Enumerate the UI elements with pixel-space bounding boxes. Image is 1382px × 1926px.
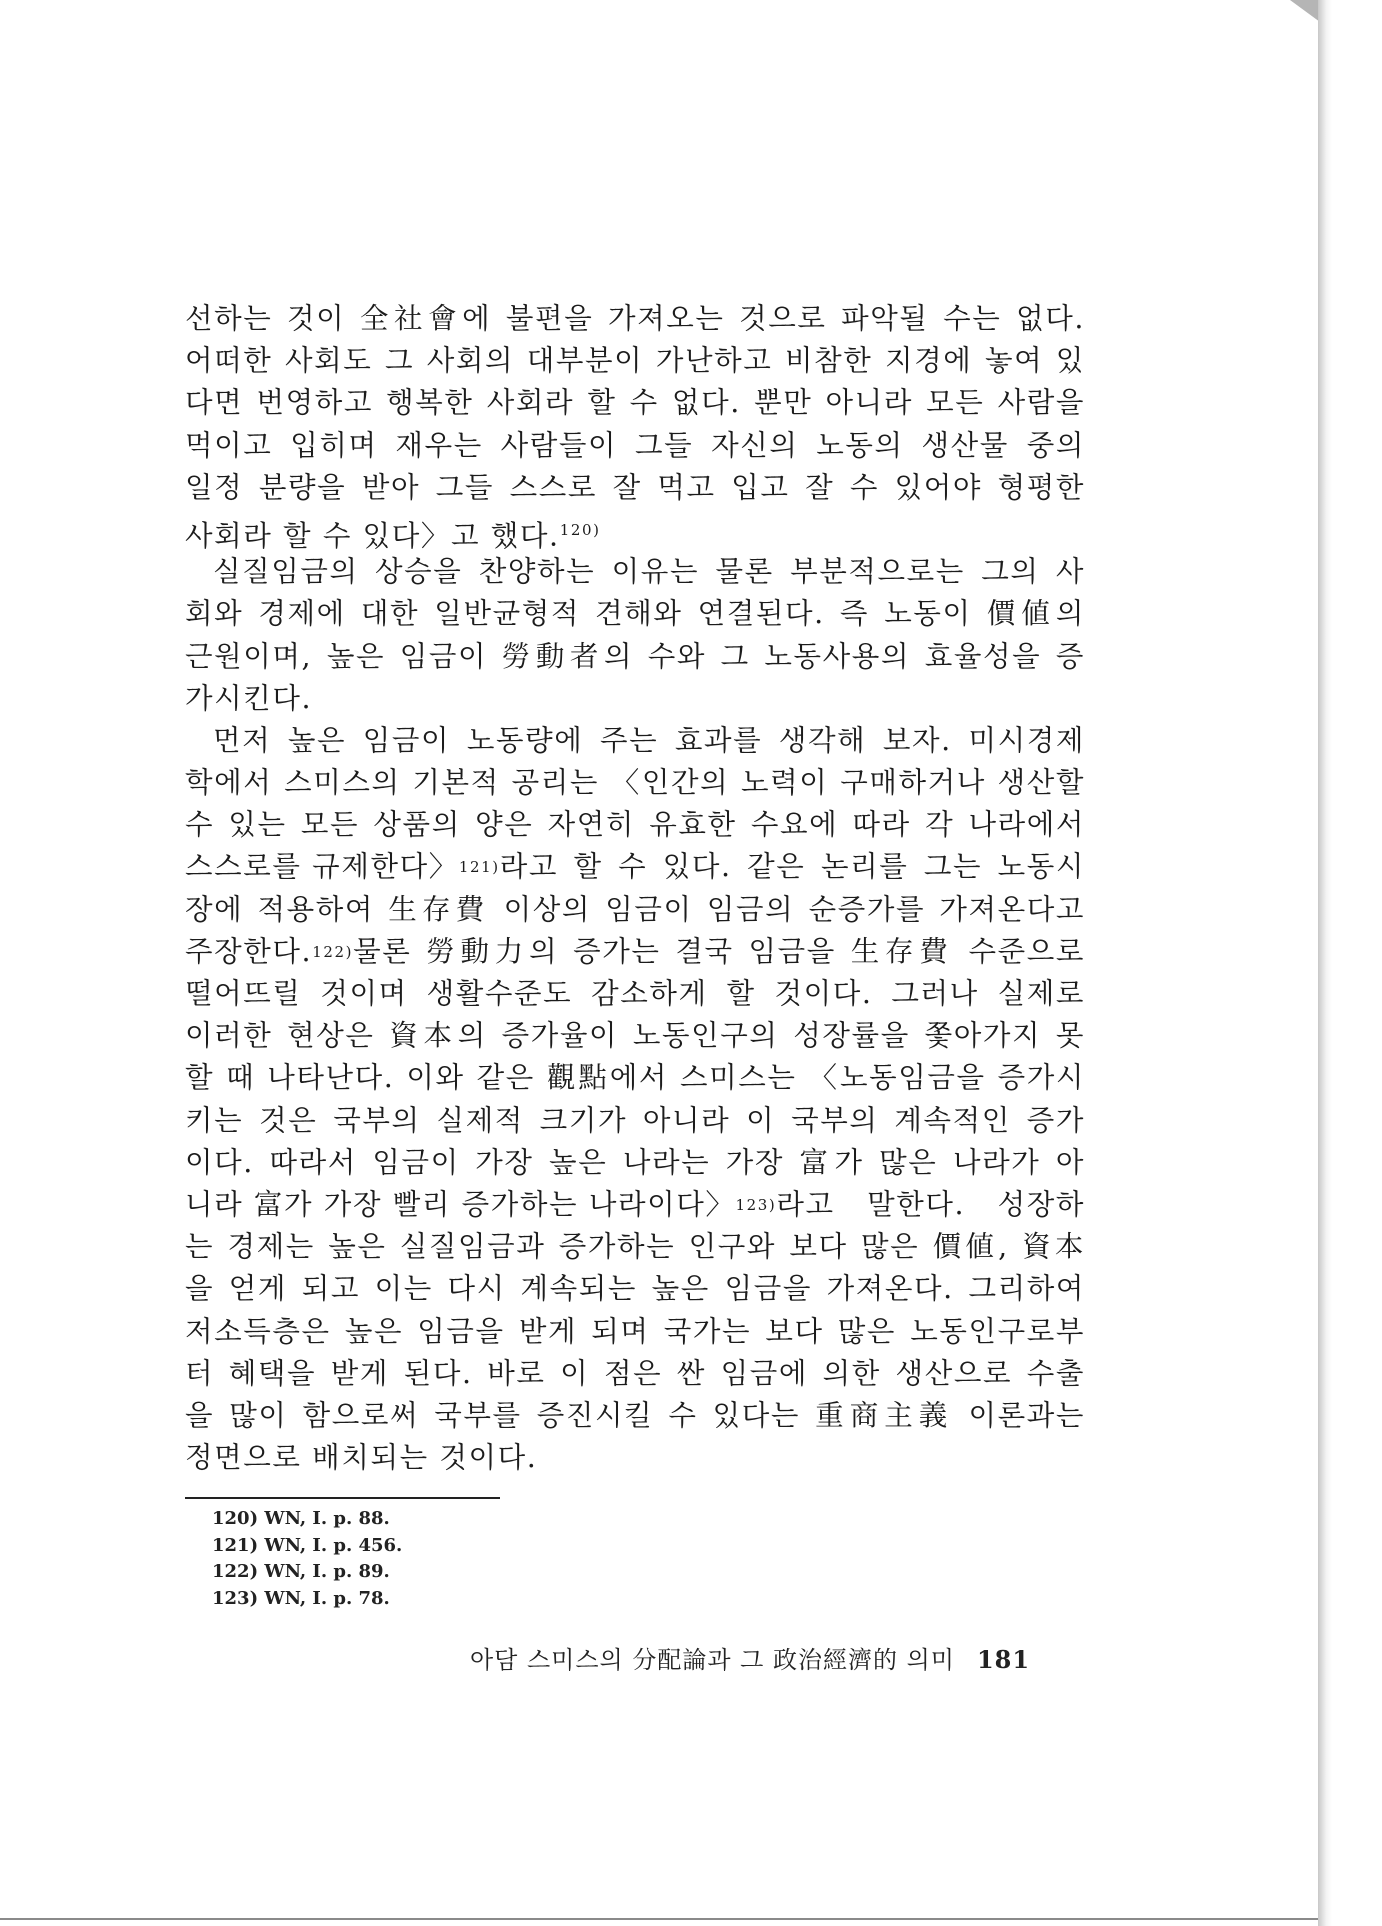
text-line: 을 많이 함으로써 국부를 증진시킬 수 있다는 重商主義 이론과는: [185, 1398, 1085, 1432]
text-line: [185, 931, 1085, 973]
footnote-divider: [185, 1497, 500, 1499]
footnote: 121) WN, I. p. 456.: [212, 1534, 403, 1556]
footnote-ref: 122): [312, 942, 354, 961]
footnote: 120) WN, I. p. 88.: [212, 1508, 390, 1529]
text-run: 물론 勞動力의 증가는 결국 임금을 生存費 수준으로: [353, 934, 1085, 968]
text-line: 어떠한 사회도 그 사회의 대부분이 가난하고 비참한 지경에 놓여 있: [185, 344, 1085, 378]
text-line: [185, 846, 1085, 888]
footnote-ref: 121): [458, 858, 500, 877]
text-line: 이다. 따라서 임금이 가장 높은 나라는 가장 富가 많은 나라가 아: [185, 1145, 1085, 1179]
text-line: 가시킨다.: [185, 681, 313, 715]
text-line: 할 때 나타난다. 이와 같은 觀點에서 스미스는 〈노동임금을 증가시: [185, 1061, 1085, 1095]
footnote-ref: 123): [735, 1195, 777, 1214]
text-line: 는 경제는 높은 실질임금과 증가하는 인구와 보다 많은 價値, 資本: [185, 1230, 1085, 1264]
footnote-ref: 120): [559, 520, 601, 539]
text-line: 실질임금의 상승을 찬양하는 이유는 물론 부분적으로는 그의 사: [213, 555, 1085, 589]
text-line: 터 혜택을 받게 된다. 바로 이 점은 싼 임금에 의한 생산으로 수출: [185, 1356, 1085, 1390]
text-line: 정면으로 배치되는 것이다.: [185, 1441, 538, 1475]
text-line: 장에 적용하여 生存費 이상의 임금이 임금의 순증가를 가져온다고: [185, 892, 1085, 926]
text-line: 학에서 스미스의 기본적 공리는 〈인간의 노력이 구매하거나 생산할: [185, 766, 1085, 800]
text-line: 수 있는 모든 상품의 양은 자연히 유효한 수요에 따라 각 나라에서: [185, 808, 1085, 842]
text-line: 근원이며, 높은 임금이 勞動者의 수와 그 노동사용의 효율성을 증: [185, 639, 1085, 673]
running-title: 아담 스미스의 分配論과 그 政治經濟的 의미: [470, 1646, 955, 1674]
text-line: [185, 1184, 1085, 1226]
text-run: 라고 말한다. 성장하: [776, 1187, 1085, 1221]
page-fold: [1290, 0, 1320, 22]
text-run: 주장한다.: [185, 934, 313, 968]
text-line: 다면 번영하고 행복한 사회라 할 수 없다. 뿐만 아니라 모든 사람을: [185, 386, 1085, 420]
text-line: 키는 것은 국부의 실제적 크기가 아니라 이 국부의 계속적인 증가: [185, 1103, 1085, 1137]
text-line: 저소득층은 높은 임금을 받게 되며 국가는 보다 많은 노동인구로부: [185, 1314, 1085, 1348]
text-line: 선하는 것이 全社會에 불편을 가져오는 것으로 파악될 수는 없다.: [185, 302, 1085, 335]
text-line: 먹이고 입히며 재우는 사람들이 그들 자신의 노동의 생산물 중의: [185, 428, 1085, 462]
footnote: 123) WN, I. p. 78.: [212, 1587, 390, 1609]
body-text: [185, 298, 1085, 1479]
footnote: 122) WN, I. p. 89.: [212, 1561, 390, 1582]
text-line: 떨어뜨릴 것이며 생활수준도 감소하게 할 것이다. 그러나 실제로: [185, 977, 1085, 1010]
text-run: 사회라 할 수 있다〉고 했다.: [185, 519, 560, 553]
text-line: 일정 분량을 받아 그들 스스로 잘 먹고 입고 잘 수 있어야 형평한: [185, 470, 1085, 504]
text-run: 니라 富가 가장 빨리 증가하는 나라이다〉: [185, 1187, 736, 1221]
text-line: 먼저 높은 임금이 노동량에 주는 효과를 생각해 보자. 미시경제: [213, 723, 1085, 757]
text-line: 이러한 현상은 資本의 증가율이 노동인구의 성장률을 쫓아가지 못: [185, 1019, 1085, 1053]
page-edge: [1318, 0, 1332, 1926]
text-run: 라고 할 수 있다. 같은 논리를 그는 노동시: [499, 850, 1085, 884]
page-number: 181: [976, 1645, 1031, 1674]
text-run: 스스로를 규제한다〉: [185, 850, 459, 884]
text-line: 을 얻게 되고 이는 다시 계속되는 높은 임금을 가져온다. 그리하여: [185, 1272, 1085, 1306]
text-line: [185, 509, 1085, 551]
footnotes: [212, 1506, 402, 1612]
text-line: 회와 경제에 대한 일반균형적 견해와 연결된다. 즉 노동이 價値의: [185, 597, 1085, 631]
running-footer: [470, 1640, 1030, 1675]
